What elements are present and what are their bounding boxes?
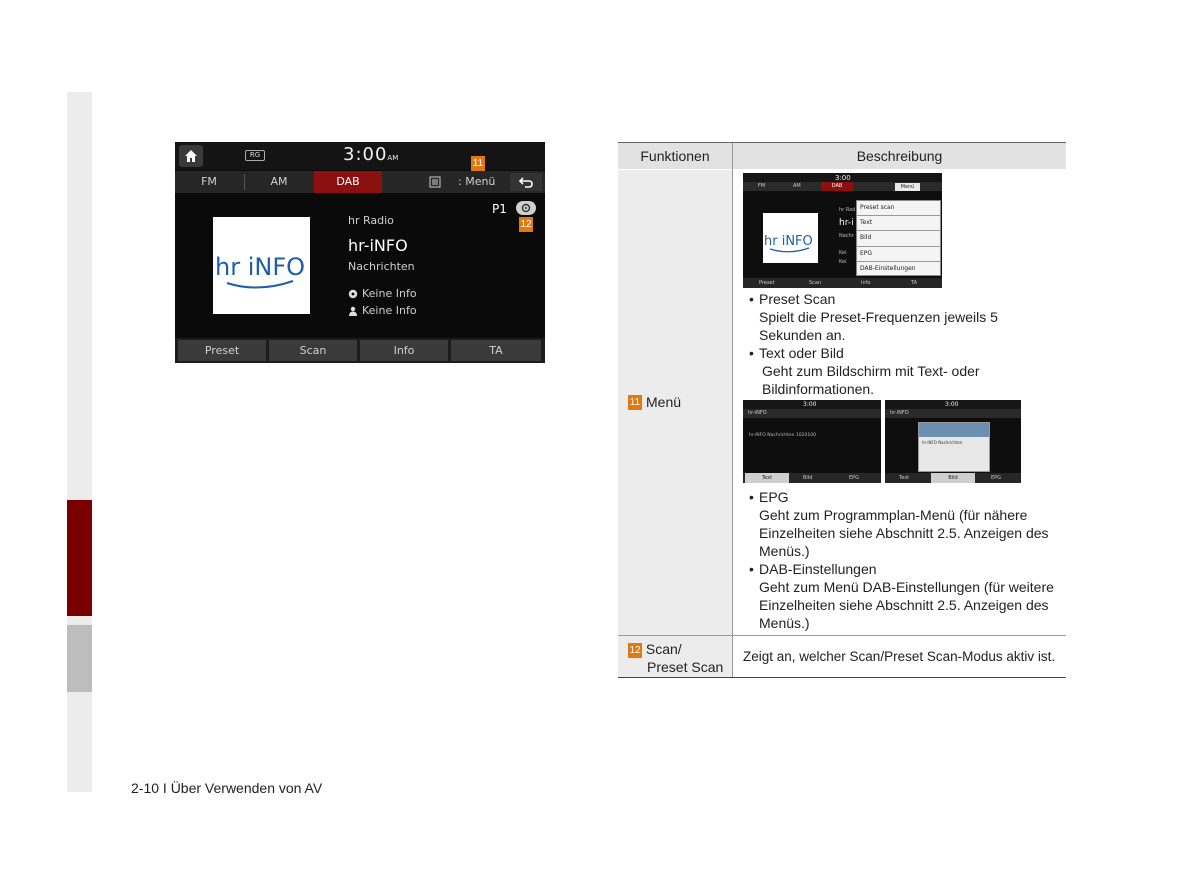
item-text-bild-desc-2: Bildinformationen.	[762, 381, 875, 397]
item-preset-scan-title: • Preset Scan	[759, 290, 835, 308]
mini-text-bottom-bar	[743, 473, 881, 483]
item-epg-title: • EPG	[759, 488, 789, 506]
item-preset-scan-desc-2: Sekunden an.	[759, 327, 846, 343]
mini-text-btn-epg: EPG	[849, 475, 860, 481]
mini-btn-info: Info	[861, 280, 871, 286]
mini-screen-text	[743, 400, 881, 483]
station-logo	[213, 217, 310, 314]
callout-marker-11: 11	[472, 158, 484, 169]
program-name: hr-iNFO	[348, 236, 408, 255]
mini-btn-ta: TA	[911, 280, 918, 286]
item-dab-settings-desc-2: Einzelheiten siehe Abschnitt 2.5. Anzeigen des	[759, 597, 1049, 613]
mini-tab-am: AM	[793, 183, 801, 189]
scan-mode-icon	[516, 201, 536, 215]
mini-clock: 3:00	[835, 174, 851, 182]
mini-image-btn-text: Text	[899, 475, 910, 481]
preset-button[interactable]: Preset	[178, 340, 266, 361]
item-dab-settings-desc-3: Menüs.)	[759, 615, 810, 631]
mini-station-logo	[763, 213, 818, 263]
table-bottom-border	[618, 677, 1066, 678]
row2-label-text-2: Preset Scan	[647, 659, 724, 675]
mini-text-title: hr-iNFO	[748, 410, 767, 416]
mini-status-bar	[743, 173, 942, 182]
ta-button[interactable]: TA	[451, 340, 541, 361]
row1-label	[628, 394, 681, 410]
mini-slide-header	[919, 423, 989, 437]
station-name: hr Radio	[348, 214, 394, 227]
mini-option-bild: Bild	[857, 231, 940, 246]
callout-marker-12: 12	[520, 219, 532, 230]
mini-slideshow-image	[918, 422, 990, 472]
program-category: Nachrichten	[348, 260, 415, 273]
mini-image-bottom-bar	[885, 473, 1021, 483]
mini-screen-image	[885, 400, 1021, 483]
row2-label-text-1: Scan/	[645, 641, 682, 657]
table-header	[618, 142, 1066, 169]
home-button[interactable]	[179, 145, 203, 167]
row2-description: Zeigt an, welcher Scan/Preset Scan-Modus aktiv ist.	[743, 649, 1056, 664]
mini-menu-dropdown	[856, 200, 941, 276]
mini-logo-text: hr iNFO	[764, 234, 813, 249]
item-epg-desc-3: Menüs.)	[759, 543, 810, 559]
band-tabs	[175, 171, 545, 193]
scan-button[interactable]: Scan	[269, 340, 357, 361]
item-text-bild-title: • Text oder Bild	[759, 344, 844, 362]
list-button[interactable]	[425, 175, 445, 189]
home-icon	[184, 149, 198, 163]
mini-image-btn-epg: EPG	[991, 475, 1002, 481]
mini-option-text: Text	[857, 216, 940, 231]
item-text-bild-desc-1: Geht zum Bildschirm mit Text- oder	[762, 363, 980, 379]
mini-menu-button: Menü	[895, 183, 920, 191]
song-info	[348, 287, 417, 300]
mini-tab-dab: DAB	[821, 182, 853, 191]
mini-image-status-bar	[885, 400, 1021, 409]
item-dab-settings-desc-1: Geht zum Menü DAB-Einstellungen (für weitere	[759, 579, 1054, 595]
mini-option-epg: EPG	[857, 247, 940, 262]
mini-text-title-bar	[743, 409, 881, 418]
back-icon	[519, 176, 533, 188]
mini-text-line: hr-iNFO Nachrichten 1020100	[749, 433, 816, 438]
tab-dab[interactable]: DAB	[314, 171, 382, 193]
mini-screen-menu	[743, 173, 942, 288]
artist-info-text: Keine Info	[362, 304, 417, 317]
mini-text-btn-bild: Bild	[803, 475, 813, 481]
page-footer: 2-10 I Über Verwenden von AV	[131, 780, 323, 796]
mini-image-btn-bild: Bild	[931, 473, 975, 483]
back-button[interactable]	[510, 173, 542, 191]
row2-label	[628, 640, 723, 676]
chapter-tab-gray	[67, 625, 92, 692]
tab-fm[interactable]: FM	[201, 175, 217, 188]
header-functions: Funktionen	[640, 148, 710, 164]
mini-slide-caption: hr-iNFO Nachrichten	[922, 440, 963, 445]
info-button[interactable]: Info	[360, 340, 448, 361]
row1-marker: 11	[629, 396, 641, 408]
mini-info1: Kei	[839, 250, 847, 256]
mini-option-dab-settings: DAB-Einstellungen	[860, 264, 916, 272]
mini-program-name: hr-i	[839, 218, 854, 228]
mini-text-clock: 3:00	[803, 401, 817, 408]
item-dab-settings-title: • DAB-Einstellungen	[759, 560, 877, 578]
preset-indicator: P1	[492, 202, 507, 216]
column-divider	[732, 170, 733, 677]
tab-am[interactable]: AM	[270, 175, 288, 188]
radio-screen	[175, 142, 545, 363]
row2-marker: 12	[629, 644, 641, 656]
mini-bottom-bar	[743, 278, 942, 288]
mini-text-status-bar	[743, 400, 881, 409]
logo-text: hr iNFO	[215, 253, 306, 281]
person-icon	[348, 306, 358, 316]
mini-tab-fm: FM	[758, 183, 766, 189]
mini-option-preset-scan: Preset scan	[857, 201, 940, 216]
list-icon	[429, 176, 441, 188]
menu-button[interactable]: : Menü	[458, 175, 496, 188]
mini-image-title: hr-iNFO	[890, 410, 909, 416]
clock-time: 3:00	[343, 144, 388, 165]
mini-station-name: hr Rad	[839, 207, 856, 213]
signal-badge: RG	[245, 150, 265, 161]
disc-icon	[348, 289, 358, 299]
mini-image-clock: 3:00	[945, 401, 959, 408]
mini-image-title-bar	[885, 409, 1021, 418]
chapter-tab-red	[67, 500, 92, 616]
mini-text-btn-text: Text	[745, 473, 789, 483]
item-preset-scan-desc-1: Spielt die Preset-Frequenzen jeweils 5	[759, 309, 998, 325]
header-description: Beschreibung	[856, 148, 943, 164]
item-epg-desc-1: Geht zum Programmplan-Menü (für nähere	[759, 507, 1028, 523]
mini-btn-preset: Preset	[759, 280, 775, 286]
row2-label-line1	[628, 640, 723, 658]
item-epg-desc-2: Einzelheiten siehe Abschnitt 2.5. Anzeigen des	[759, 525, 1049, 541]
mini-btn-scan: Scan	[809, 280, 822, 286]
artist-info	[348, 304, 417, 317]
row1-label-text: Menü	[646, 394, 682, 410]
clock-suffix: AM	[387, 154, 399, 162]
status-bar	[175, 142, 545, 170]
mini-info2: Kei	[839, 259, 847, 265]
clock	[343, 144, 398, 165]
song-info-text: Keine Info	[362, 287, 417, 300]
bottom-bar	[175, 338, 545, 363]
mini-category: Nachr	[839, 233, 854, 239]
row-divider	[618, 635, 1066, 636]
